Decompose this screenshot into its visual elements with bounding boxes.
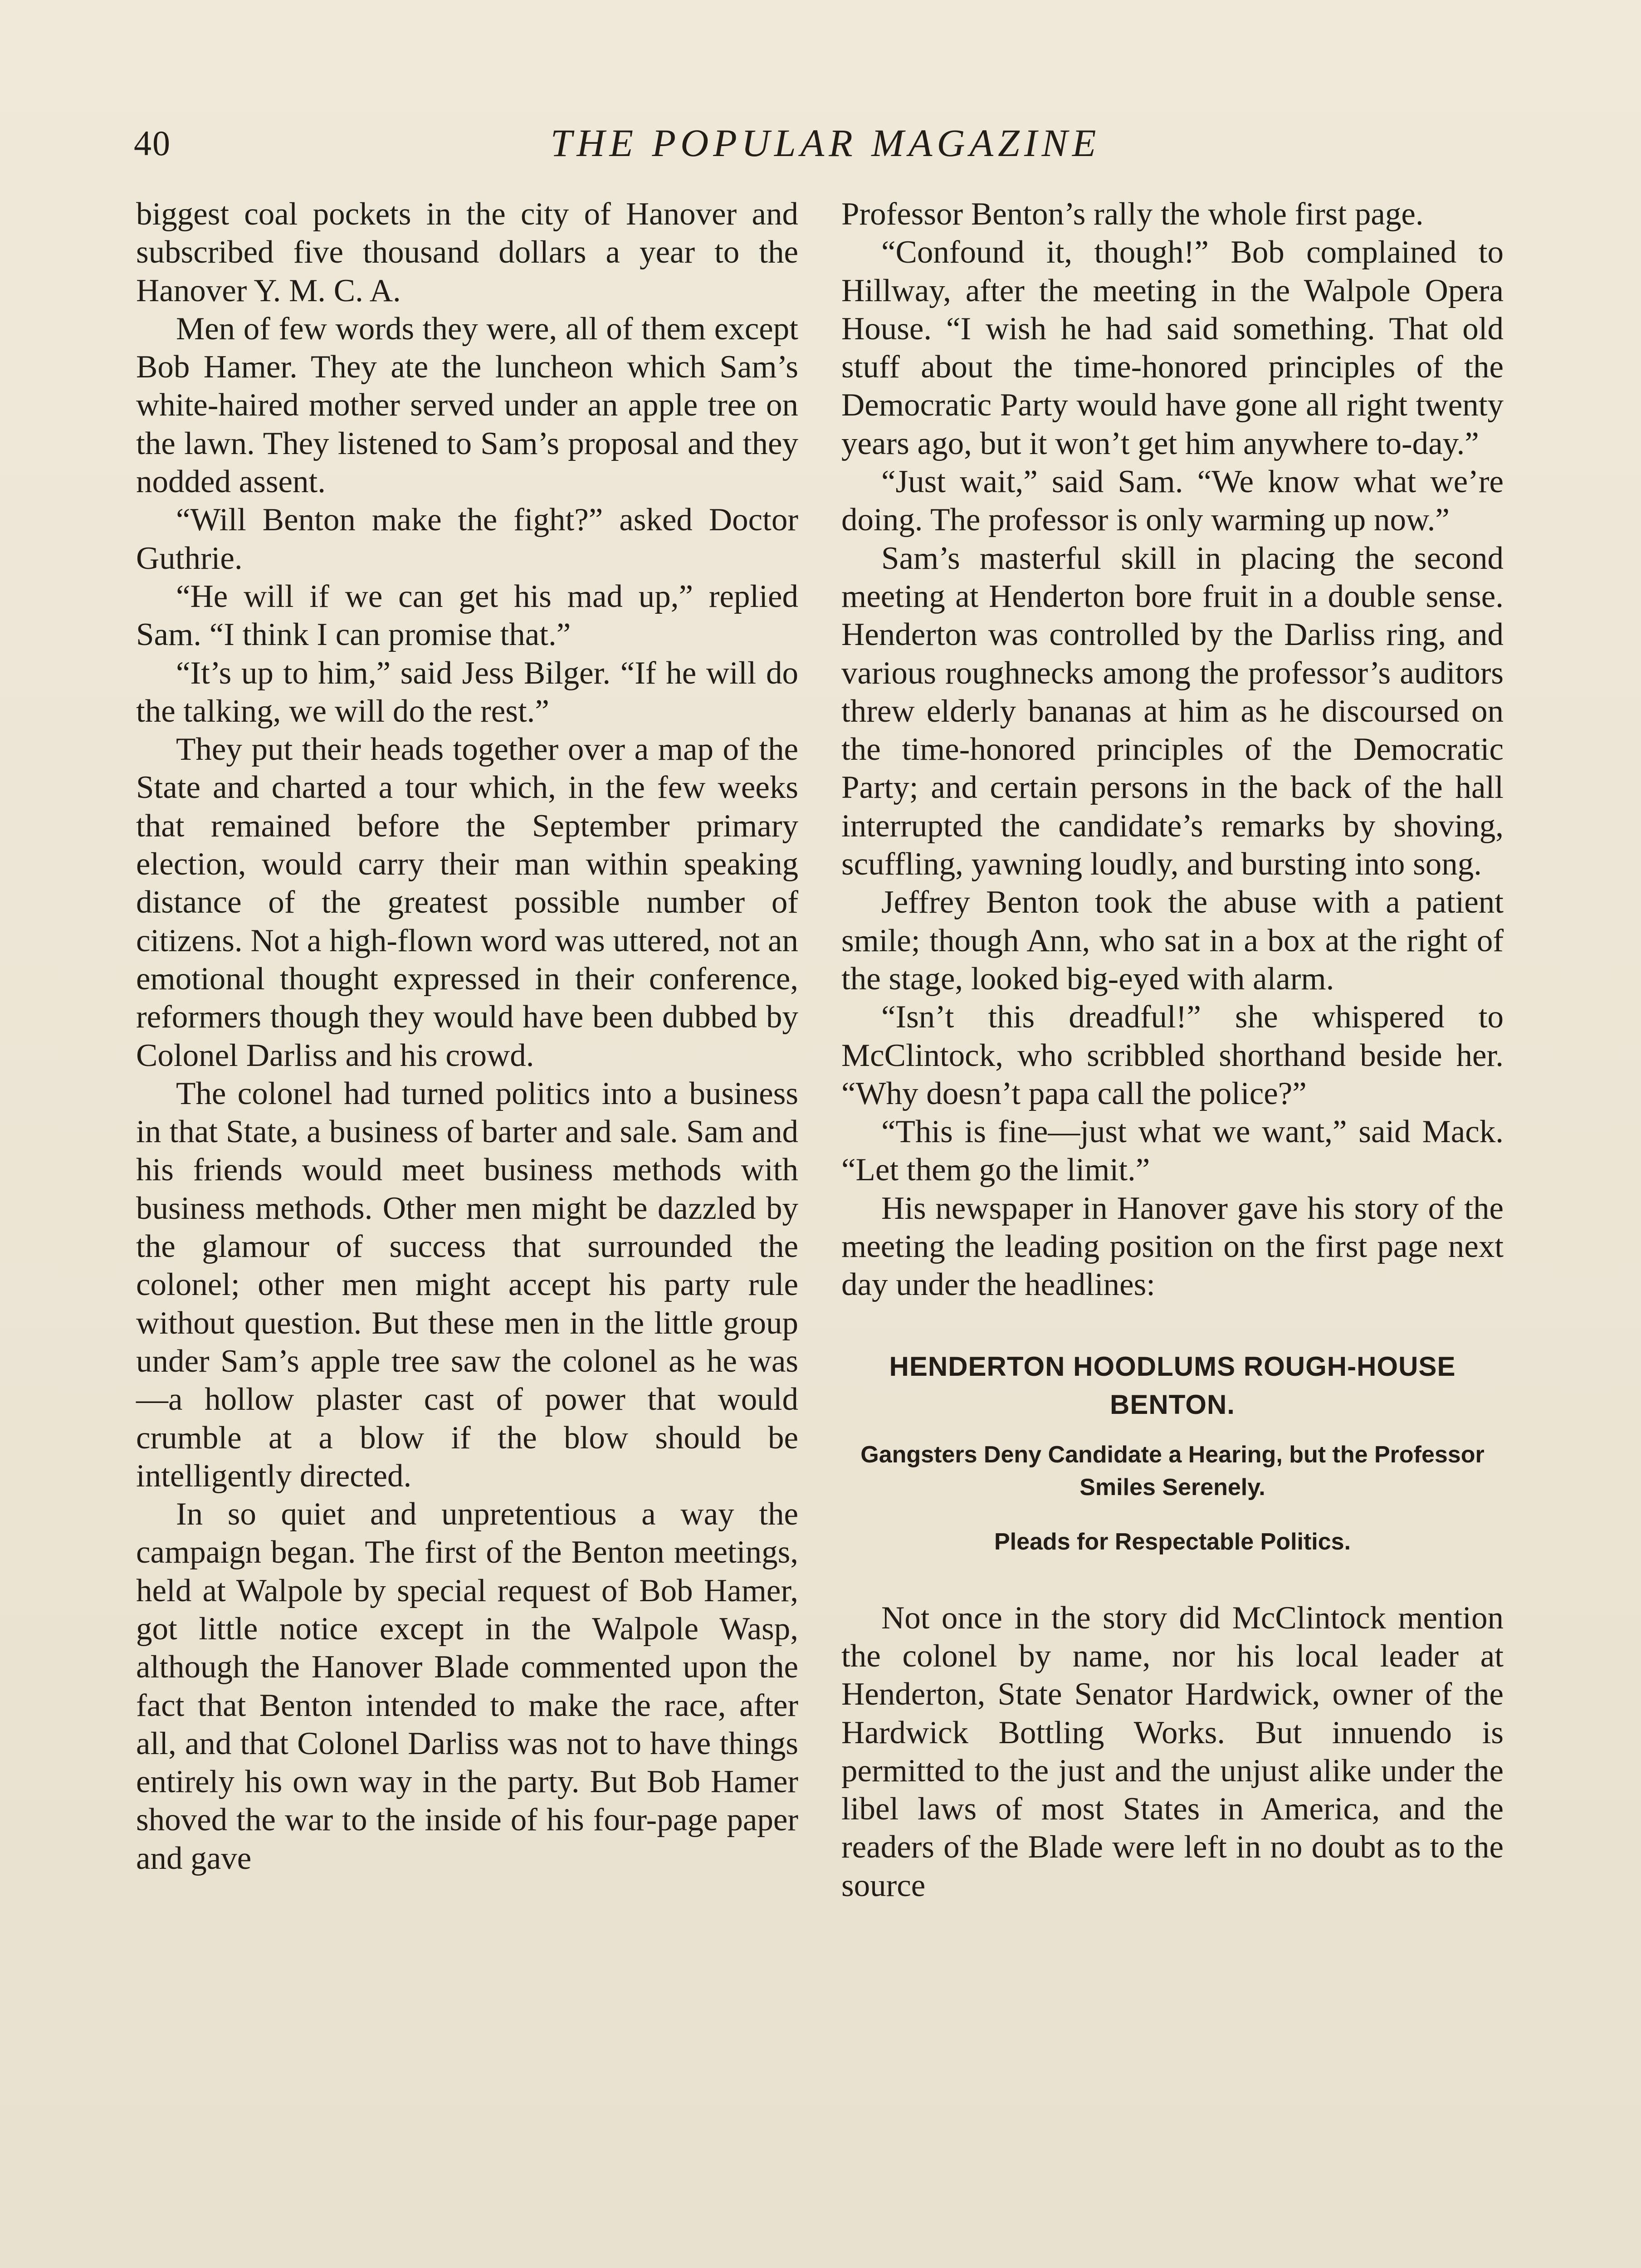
paragraph: “He will if we can get his mad up,” replied Sam. “I think I can promise that.” — [136, 578, 798, 653]
paragraph: The colonel had turned politics into a business in that State, a business of barter and sale. Sam and his friends would meet business methods with business methods. Other men might be dazzled by the glamour of success that surrounded the colonel; other men might accept his party rule without question. But these men in the little group under Sam’s apple tree saw the colonel as he was—a hollow plaster cast of power that would crumble at a blow if the blow should be intelligently directed. — [136, 1075, 798, 1494]
paragraph: Not once in the story did McClintock mention the colonel by name, nor his local leader at Henderton, State Senator Hardwick, owner of the Hardwick Bottling Works. But innuendo is permitted to the just and the unjust alike under the libel laws of most States in America, and the readers of the Blade were left in no doubt as to the source — [841, 1600, 1504, 1903]
paragraph: “Isn’t this dreadful!” she whispered to McClintock, who scribbled shorthand beside her. “Why doesn’t papa call the police?” — [841, 999, 1504, 1111]
paragraph: They put their heads together over a map of the State and charted a tour which, in the few weeks that remained before the September primary election, would carry their man within speaking distance of the greatest possible number of citizens. Not a high-flown word was uttered, not an emotional thought expressed in their conference, reformers though they would have been dubbed by Colonel Darliss and his crowd. — [136, 732, 798, 1073]
paragraph: “It’s up to him,” said Jess Bilger. “If he will do the talking, we will do the rest.” — [136, 655, 798, 729]
paragraph: Sam’s masterful skill in placing the second meeting at Henderton bore fruit in a double sense. Henderton was controlled by the Darliss ring, and various roughnecks among the professor’s auditors threw elderly bananas at him as he discoursed on the time-honored principles of the Democratic Party; and certain persons in the back of the hall interrupted the candidate’s remarks by shoving, scuffling, yawning loudly, and bursting into song. — [841, 540, 1504, 882]
paragraph: “Will Benton make the fight?” asked Doctor Guthrie. — [136, 502, 798, 576]
paragraph: Men of few words they were, all of them except Bob Hamer. They ate the luncheon which Sam’s white-haired mother served under an apple tree on the lawn. They listened to Sam’s proposal and they nodded assent. — [136, 311, 798, 500]
right-column — [841, 195, 1504, 1905]
page-header — [134, 120, 1517, 170]
paragraph: “Confound it, though!” Bob complained to Hillway, after the meeting in the Walpole Opera House. “I wish he had said something. That old stuff about the time-honored principles of the Democratic Party would have gone all right twenty years ago, but it won’t get him anywhere to-day.” — [841, 235, 1504, 461]
paragraph: biggest coal pockets in the city of Hanover and subscribed five thousand dollars a year to the Hanover Y. M. C. A. — [136, 196, 798, 308]
paragraph: Jeffrey Benton took the abuse with a patient smile; though Ann, who sat in a box at the right of the stage, looked big-eyed with alarm. — [841, 885, 1504, 997]
paragraph: His newspaper in Hanover gave his story of the meeting the leading position on the first page next day under the headlines: — [841, 1190, 1504, 1303]
headline-deck: Gangsters Deny Candidate a Hearing, but the Professor Smiles Serenely. — [860, 1441, 1485, 1501]
running-title: THE POPULAR MAGAZINE — [550, 121, 1101, 165]
paragraph: “This is fine—just what we want,” said Mack. “Let them go the limit.” — [841, 1114, 1504, 1188]
newspaper-headlines — [841, 1348, 1504, 1558]
left-column — [136, 195, 798, 1877]
headline-subdeck: Pleads for Respectable Politics. — [994, 1528, 1351, 1555]
headline-main: HENDERTON HOODLUMS ROUGH-HOUSE BENTON. — [889, 1351, 1456, 1420]
page-number: 40 — [134, 123, 171, 163]
paragraph: Professor Benton’s rally the whole first page. — [841, 196, 1424, 232]
paragraph: In so quiet and unpretentious a way the campaign began. The first of the Benton meetings, held at Walpole by special request of Bob Hamer, got little notice except in the Walpole Wasp, although the Hanover Blade commented upon the fact that Benton intended to make the race, after all, and that Colonel Darliss was not to have things entirely his own way in the party. But Bob Hamer shoved the war to the inside of his four-page paper and gave — [136, 1496, 798, 1876]
paragraph: “Just wait,” said Sam. “We know what we’re doing. The professor is only warming up now.” — [841, 464, 1504, 538]
